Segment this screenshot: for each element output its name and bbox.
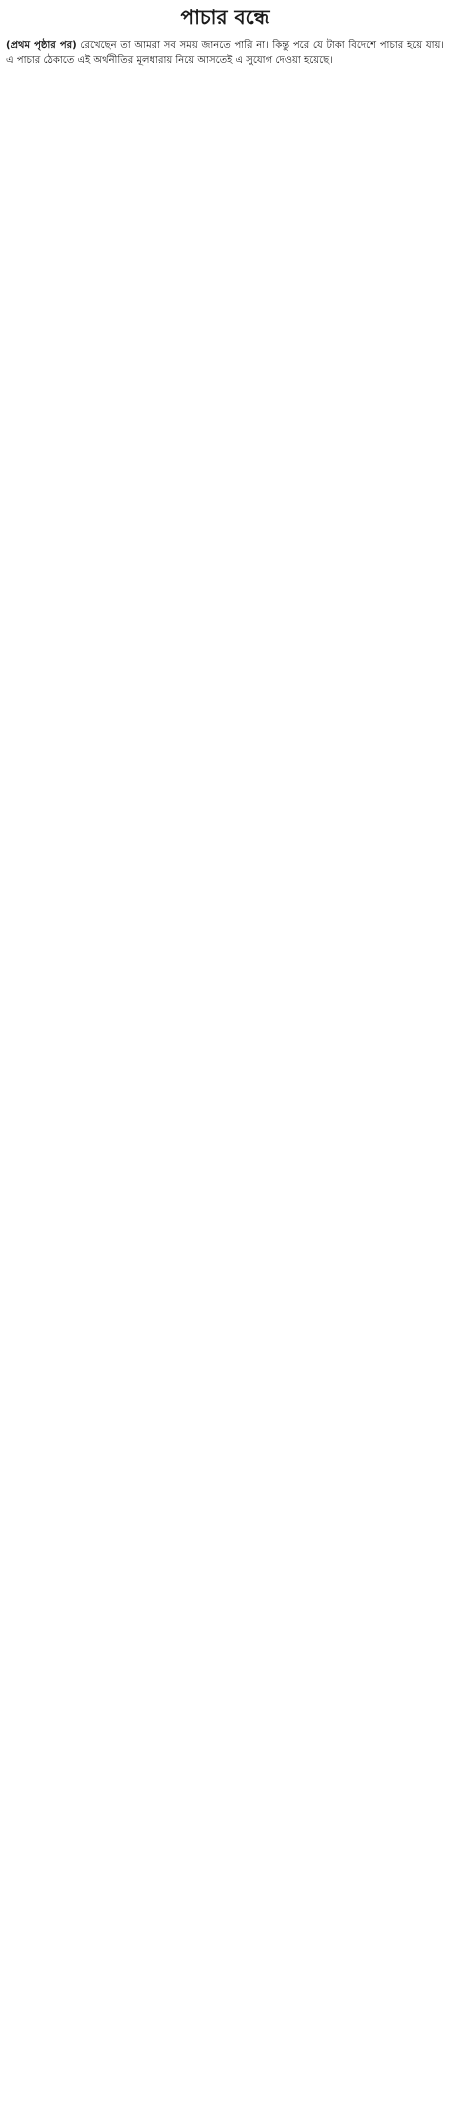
article-text: রেখেছেন তা আমরা সব সময় জানতে পারি না। কিন্তু পরে যে টাকা বিদেশে পাচার হয়ে যায়। এ পাচার ঠেকাতে এই অর্থনীতির মূলধারায় নিয়ে আসতেই এ সুযোগ দেওয়া হয়েছে। bbox=[6, 40, 444, 67]
continued-from-label: (প্রথম পৃষ্ঠার পর) bbox=[6, 40, 77, 51]
article-body bbox=[6, 38, 444, 69]
article-paragraph bbox=[6, 38, 444, 69]
article-headline: পাচার বন্ধে bbox=[180, 5, 270, 29]
